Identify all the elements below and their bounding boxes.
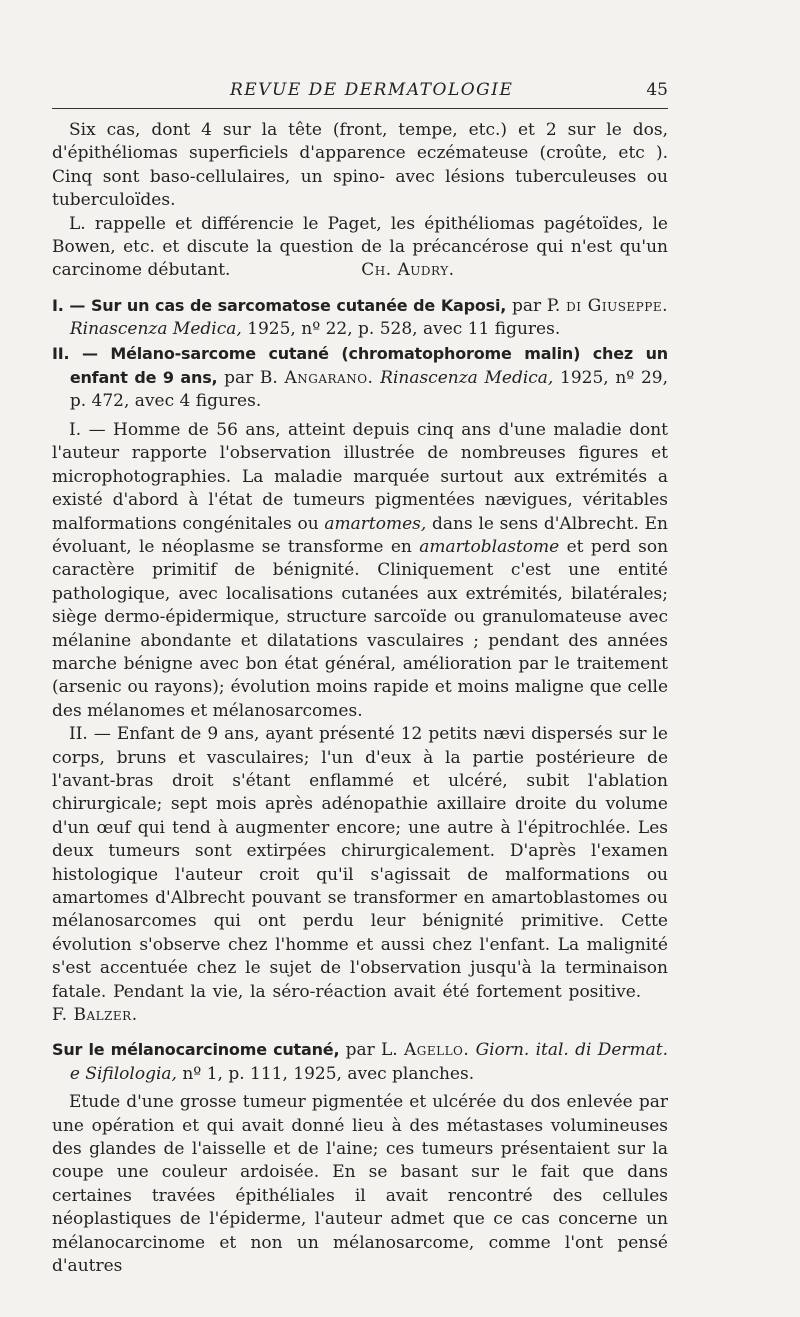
article-3-journal: Giorn. ital. di Dermat. e Sifilologia,: [69, 1040, 669, 1084]
signature-audry: Ch. Audry.: [361, 260, 455, 281]
intro-paragraph-2-text: L. rappelle et différencie le Paget, les épithéliomas pagétoïdes, le Bowen, etc. et discute la question de la précancérose qui n'est qu'un carcinome débutant.: [52, 213, 668, 281]
running-header: [52, 78, 668, 109]
article-3-by: par L.: [345, 1040, 398, 1061]
article-1-ref: 1925, nº 22, p. 528, avec 11 figures.: [247, 319, 561, 340]
page-number: 45: [646, 80, 668, 100]
summary-1-mid: dans le sens d'Albrecht. En évoluant, le néoplasme se transforme en: [52, 513, 668, 557]
article-2-ref: 1925, nº 29, p. 472, avec 4 figures.: [69, 368, 668, 412]
summary-2-text: II. — Enfant de 9 ans, ayant présenté 12 petits nævi dispersés sur le corps, bruns et vasculaires; l'un d'eux à la partie postérieure de l'avant-bras droit s'étant enflammé et ulcéré, subit l'ablation chirurgicale; sept mois après adénopathie axillaire droite du volume d'un œuf qui tend à augmenter encore; une autre à l'épitrochlée. Les deux tumeurs sont extirpées chirurgicalement. D'après l'examen histologique l'auteur croit qu'il s'agissait de malformations ou amartomes d'Albrecht pouvant se transformer en amartoblastomes ou mélanosarcomes qui ont perdu leur bénignité primitive. Cette évolution s'observe chez l'homme et aussi chez l'enfant. La malignité s'est accentuée chez le sujet de l'observation jusqu'à la terminaison fatale. Pendant la vie, la séro-réaction avait été fortement positive.: [52, 724, 668, 1002]
article-3-author: Agello.: [404, 1040, 470, 1061]
intro-paragraph-2: [52, 213, 668, 283]
article-1-title: I. — Sur un cas de sarcomatose cutanée de Kaposi,: [52, 295, 507, 315]
summary-1-term-amartoblastome: amartoblastome: [419, 536, 560, 557]
page-body: [52, 119, 668, 1279]
intro-paragraph-1: Six cas, dont 4 sur la tête (front, tempe, etc.) et 2 sur le dos, d'épithéliomas superficiels d'apparence eczémateuse (croûte, etc ). Cinq sont baso-cellulaires, un spino- avec lésions tuberculeuses ou tuberculoïdes.: [52, 120, 668, 211]
summary-1-end: et perd son caractère primitif de bénignité. Cliniquement c'est une entité pathologique, avec localisations cutanées aux extrémités, bilatérales; siège dermo-épidermique, structure sarcoïde ou granulomateuse avec mélanine abondante et dilatations vasculaires ; pendant des années marche bénigne avec bon état général, amélioration par le traitement (arsenic ou rayons); évolution moins rapide et moins maligne que celle des mélanomes et mélanosarcomes.: [52, 536, 669, 721]
article-heading-3: [52, 1038, 668, 1086]
article-1-author: di Giuseppe.: [566, 295, 668, 316]
article-1-journal: Rinascenza Medica,: [69, 319, 242, 340]
summary-1: [52, 419, 668, 723]
summary-1-start: I. — Homme de 56 ans, atteint depuis cinq ans d'une maladie dont l'auteur rapporte l'observation illustrée de nombreuses figures et microphotographies. La maladie marquée surtout aux extrémités a existé d'abord à l'état de tumeurs pigmentées nævigues, véritables malformations congénitales ou: [52, 419, 668, 534]
article-2-title: II. — Mélano-sarcome cutané (chromatophorome malin) chez un enfant de 9 ans,: [52, 343, 668, 388]
signature-balzer: F. Balzer.: [52, 1005, 138, 1026]
article-2-by: par B.: [224, 368, 278, 389]
article-3-ref: nº 1, p. 111, 1925, avec planches.: [182, 1063, 475, 1084]
article-3-title: Sur le mélanocarcinome cutané,: [52, 1040, 340, 1060]
journal-title: REVUE DE DERMATOLOGIE: [230, 80, 514, 100]
summary-1-term-amartomes: amartomes,: [324, 513, 427, 534]
article-2-journal: Rinascenza Medica,: [380, 368, 554, 389]
article-1-by: par P.: [511, 295, 561, 316]
article-heading-2: [52, 342, 668, 414]
summary-3: Etude d'une grosse tumeur pigmentée et ulcérée du dos enlevée par une opération et qui avait donné lieu à des métastases volumineuses des glandes de l'aisselle et de l'aine; ces tumeurs présentaient sur la coupe une couleur ardoisée. En se basant sur le fait que dans certaines travées épithéliales il avait rencontré des cellules néoplastiques de l'épiderme, l'auteur admet que ce cas concerne un mélanocarcinome et non un mélanosarcome, comme l'ont pensé d'autres: [52, 1092, 668, 1277]
article-heading-1: [52, 294, 668, 342]
summary-2: [52, 723, 668, 1027]
article-2-author: Angarano.: [284, 368, 374, 389]
